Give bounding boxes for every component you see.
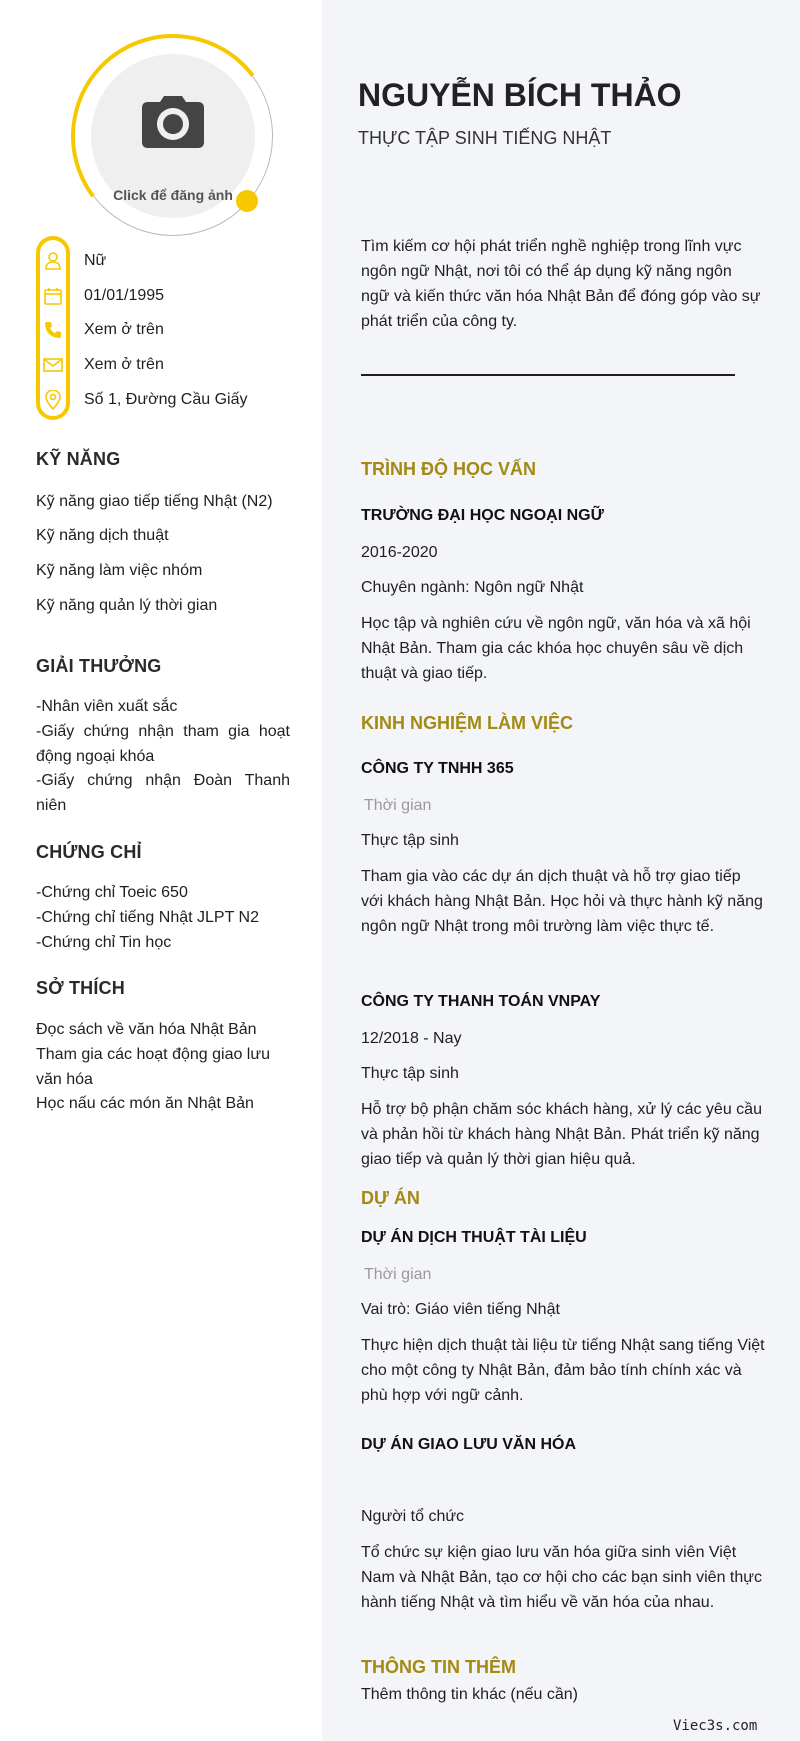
project-role: Người tổ chức	[361, 1508, 465, 1525]
left-column	[0, 0, 322, 1741]
phone-icon	[36, 321, 70, 339]
contact-phone	[36, 315, 306, 345]
contact-email-value[interactable]: Xem ở trên	[84, 356, 164, 373]
job-period: Thời gian	[364, 797, 432, 814]
contact-address-value: Số 1, Đường Cầu Giấy	[84, 391, 248, 408]
mail-icon	[36, 358, 70, 372]
avatar-caption: Click để đăng ảnh	[113, 187, 233, 203]
additional-info-text: Thêm thông tin khác (nếu cần)	[361, 1686, 579, 1703]
skill-item: Kỹ năng làm việc nhóm	[36, 562, 203, 579]
user-icon	[36, 252, 70, 270]
job-position: Thực tập sinh	[361, 832, 459, 849]
skill-item: Kỹ năng quản lý thời gian	[36, 597, 218, 614]
job-position: Thực tập sinh	[361, 1065, 459, 1082]
certificates-title: CHỨNG CHỈ	[36, 842, 142, 862]
education-major: Chuyên ngành: Ngôn ngữ Nhật	[361, 579, 584, 596]
avatar-accent-dot	[236, 190, 258, 212]
certificate-item: -Chứng chỉ Tin học	[36, 934, 172, 951]
contact-gender-value: Nữ	[84, 252, 107, 269]
award-item: -Giấy chứng nhận Đoàn Thanh niên	[36, 772, 290, 814]
job-title: THỰC TẬP SINH TIẾNG NHẬT	[358, 128, 612, 148]
project-role: Vai trò: Giáo viên tiếng Nhật	[361, 1301, 560, 1318]
location-pin-icon	[36, 390, 70, 410]
hobby-item: Đọc sách về văn hóa Nhật Bản	[36, 1021, 257, 1038]
contact-address	[36, 385, 306, 415]
project-description: Thực hiện dịch thuật tài liệu từ tiếng Nhật sang tiếng Việt cho một công ty Nhật Bản, đảm bảo tính chính xác và phù hợp với ngữ cảnh.	[361, 1337, 765, 1404]
hobby-item: Học nấu các món ăn Nhật Bản	[36, 1095, 254, 1112]
certificate-item: -Chứng chỉ Toeic 650	[36, 884, 188, 901]
project-name: DỰ ÁN GIAO LƯU VĂN HÓA	[361, 1436, 576, 1453]
awards-title: GIẢI THƯỞNG	[36, 656, 162, 676]
divider	[361, 374, 735, 376]
education-school: TRƯỜNG ĐẠI HỌC NGOẠI NGỮ	[361, 507, 604, 524]
skills-title: KỸ NĂNG	[36, 449, 121, 469]
skill-item: Kỹ năng dịch thuật	[36, 527, 169, 544]
contact-birthday-value: 01/01/1995	[84, 287, 165, 304]
hobby-item: Tham gia các hoạt động giao lưu văn hóa	[36, 1046, 270, 1088]
watermark: Viec3s.com	[673, 1718, 758, 1734]
avatar-upload-button[interactable]	[91, 54, 255, 218]
hobbies-title: SỞ THÍCH	[36, 978, 125, 998]
avatar	[73, 36, 273, 236]
contact-birthday	[36, 281, 306, 311]
education-title: TRÌNH ĐỘ HỌC VẤN	[361, 459, 536, 479]
contact-gender	[36, 246, 306, 276]
experience-title: KINH NGHIỆM LÀM VIỆC	[361, 713, 574, 733]
additional-info-title: THÔNG TIN THÊM	[361, 1657, 516, 1677]
education-description: Học tập và nghiên cứu về ngôn ngữ, văn hóa và xã hội Nhật Bản. Tham gia các khóa học chuyên sâu về dịch thuật và giao tiếp.	[361, 615, 751, 682]
award-item: -Nhân viên xuất sắc	[36, 698, 178, 715]
calendar-icon	[36, 287, 70, 305]
contact-phone-value[interactable]: Xem ở trên	[84, 321, 164, 338]
job-period: 12/2018 - Nay	[361, 1030, 462, 1047]
job-company: CÔNG TY TNHH 365	[361, 760, 514, 777]
camera-icon	[142, 96, 204, 148]
job-description: Hỗ trợ bộ phận chăm sóc khách hàng, xử lý các yêu cầu và phản hồi từ khách hàng Nhật Bản. Phát triển kỹ năng giao tiếp và quản lý thời gian hiệu quả.	[361, 1101, 762, 1168]
projects-title: DỰ ÁN	[361, 1188, 420, 1208]
candidate-name: NGUYỄN BÍCH THẢO	[358, 77, 682, 113]
award-item: -Giấy chứng nhận tham gia hoạt động ngoại khóa	[36, 723, 290, 765]
job-description: Tham gia vào các dự án dịch thuật và hỗ trợ giao tiếp với khách hàng Nhật Bản. Học hỏi và thực hành kỹ năng ngôn ngữ Nhật trong môi trường làm việc thực tế.	[361, 868, 763, 935]
education-period: 2016-2020	[361, 544, 438, 561]
skill-item: Kỹ năng giao tiếp tiếng Nhật (N2)	[36, 493, 273, 510]
project-period: Thời gian	[364, 1266, 432, 1283]
job-company: CÔNG TY THANH TOÁN VNPAY	[361, 993, 601, 1010]
career-objective: Tìm kiếm cơ hội phát triển nghề nghiệp trong lĩnh vực ngôn ngữ Nhật, nơi tôi có thể áp dụng kỹ năng ngôn ngữ và kiến thức văn hóa Nhật Bản để đóng góp vào sự phát triển của công ty.	[361, 238, 761, 330]
project-description: Tổ chức sự kiện giao lưu văn hóa giữa sinh viên Việt Nam và Nhật Bản, tạo cơ hội cho các bạn sinh viên thực hành tiếng Nhật và tìm hiểu về văn hóa của nhau.	[361, 1544, 762, 1611]
project-name: DỰ ÁN DỊCH THUẬT TÀI LIỆU	[361, 1229, 587, 1246]
certificate-item: -Chứng chỉ tiếng Nhật JLPT N2	[36, 909, 259, 926]
contact-email	[36, 350, 306, 380]
